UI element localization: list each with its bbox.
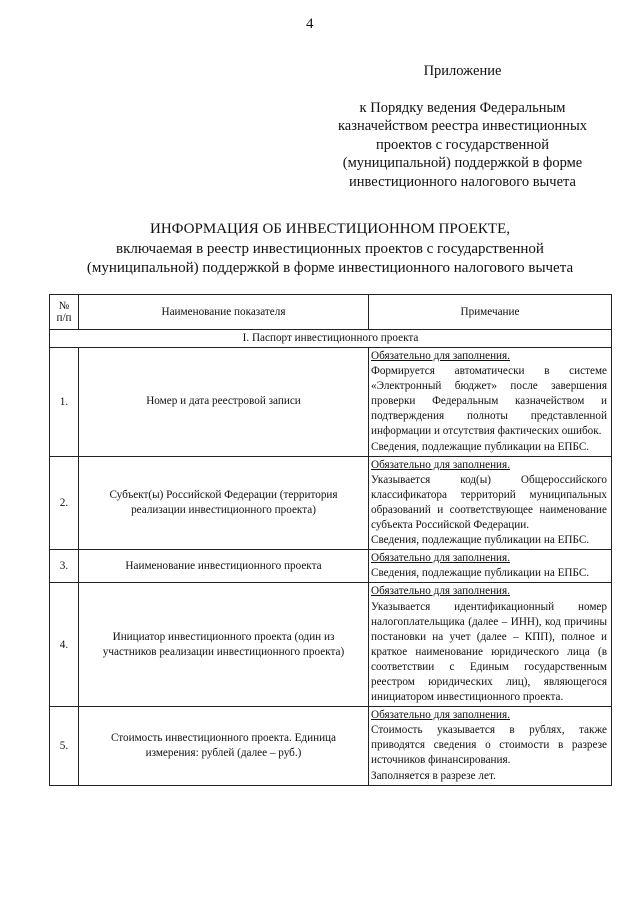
table-row [50, 583, 612, 707]
indicator-name: Наименование инвестиционного проекта [79, 550, 369, 583]
appendix-line: (муниципальной) поддержкой в форме [342, 155, 583, 171]
note-line: Обязательно для заполнения. [371, 350, 510, 362]
page-number: 4 [306, 16, 314, 32]
row-number: 4. [50, 583, 79, 707]
document-title-line: ИНФОРМАЦИЯ ОБ ИНВЕСТИЦИОННОМ ПРОЕКТЕ, [149, 221, 510, 237]
appendix-title: Приложение [423, 63, 502, 79]
note-line: Обязательно для заполнения. [371, 458, 510, 471]
note-line: Формируется автоматически в системе «Электронный бюджет» после завершения проверки Федеральным казначейством и подтверждения полноты представленной информации и отсутствия фактических ошибок. [371, 365, 607, 438]
header-number-abbr: п/п [56, 312, 72, 324]
note-line: Сведения, подлежащие публикации на ЕПБС. [371, 567, 590, 580]
note-line: Обязательно для заполнения. [371, 552, 510, 565]
indicator-name: Стоимость инвестиционного проекта. Единица измерения: рублей (далее – руб.) [79, 707, 369, 785]
header-name: Наименование показателя [79, 295, 369, 330]
note-line: Сведения, подлежащие публикации на ЕПБС. [371, 440, 590, 453]
table-row [50, 348, 612, 457]
table-row [50, 550, 612, 583]
note-line: Обязательно для заполнения. [371, 585, 510, 598]
header-number [50, 295, 79, 330]
indicator-note [369, 583, 612, 707]
section-row [50, 330, 612, 348]
note-line: Заполняется в разрезе лет. [371, 769, 496, 782]
investment-project-table [49, 294, 612, 786]
appendix-line: казначейством реестра инвестиционных [337, 118, 588, 134]
document-title [70, 220, 590, 279]
document-title-line: включаемая в реестр инвестиционных проектов с государственной [116, 240, 544, 257]
table-row [50, 707, 612, 785]
indicator-note [369, 456, 612, 550]
indicator-name: Номер и дата реестровой записи [79, 348, 369, 457]
indicator-note [369, 707, 612, 785]
note-line: Стоимость указывается в рублях, также приводятся сведения о стоимости в разрезе источников финансирования. [371, 724, 607, 767]
appendix-line: инвестиционного налогового вычета [349, 173, 576, 190]
row-number: 3. [50, 550, 79, 583]
appendix-line: проектов с государственной [376, 136, 549, 153]
note-line: Обязательно для заполнения. [371, 709, 510, 722]
document-title-line: (муниципальной) поддержкой в форме инвестиционного налогового вычета [86, 260, 574, 276]
note-line: Указывается идентификационный номер налогоплательщика (далее – ИНН), код причины постановки на учет (далее – КПП), полное и краткое наименование юридического лица (в соответствии с Единым государственным реестром юридических лиц), являющегося инициатором инвестиционного проекта. [371, 600, 607, 704]
row-number: 5. [50, 707, 79, 785]
header-note: Примечание [369, 295, 612, 330]
row-number: 1. [50, 348, 79, 457]
header-number-symbol: № [58, 300, 70, 312]
appendix-line: к Порядку ведения Федеральным [359, 99, 566, 116]
note-line: Указывается код(ы) Общероссийского классификатора территорий муниципальных образований и соответствующее наименование субъекта Российской Федерации. [371, 473, 607, 532]
table-row [50, 456, 612, 550]
indicator-name: Субъект(ы) Российской Федерации (территория реализации инвестиционного проекта) [79, 456, 369, 550]
appendix-header [300, 62, 625, 191]
indicator-note [369, 550, 612, 583]
section-title: I. Паспорт инвестиционного проекта [50, 330, 612, 348]
note-line: Сведения, подлежащие публикации на ЕПБС. [371, 534, 590, 547]
row-number: 2. [50, 456, 79, 550]
indicator-note [369, 348, 612, 457]
indicator-name: Инициатор инвестиционного проекта (один из участников реализации инвестиционного проекта) [79, 583, 369, 707]
table-header-row [50, 295, 612, 330]
